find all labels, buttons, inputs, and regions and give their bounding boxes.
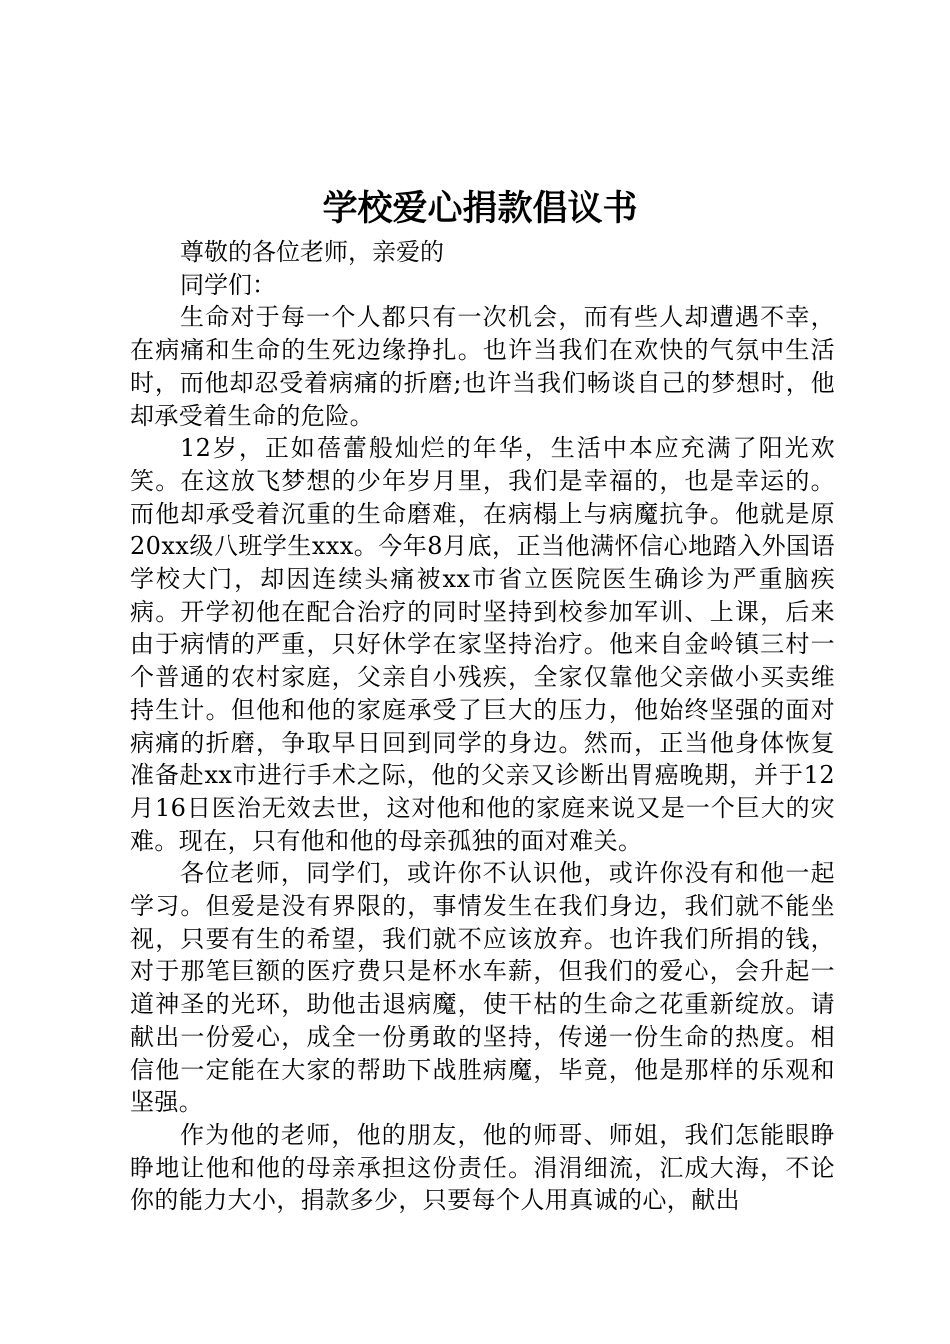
paragraph-1: 生命对于每一个人都只有一次机会，而有些人却遭遇不幸，在病痛和生命的生死边缘挣扎。也许当我们在欢快的气氛中生活时，而他却忍受着病痛的折磨;也许当我们畅谈自己的梦想时，他却承受着生命的危险。 <box>130 303 835 430</box>
paragraph-2: 12岁，正如蓓蕾般灿烂的年华，生活中本应充满了阳光欢笑。在这放飞梦想的少年岁月里，我们是幸福的，也是幸运的。而他却承受着沉重的生命磨难，在病榻上与病魔抗争。他就是原20xx级八班学生xxx。今年8月底，正当他满怀信心地踏入外国语学校大门，却因连续头痛被xx市省立医院医生确诊为严重脑疾病。开学初他在配合治疗的同时坚持到校参加军训、上课，后来由于病情的严重，只好休学在家坚持治疗。他来自金岭镇三村一个普通的农村家庭，父亲自小残疾，全家仅靠他父亲做小买卖维持生计。但他和他的家庭承受了巨大的压力，他始终坚强的面对病痛的折磨，争取早日回到同学的身边。然而，正当他身体恢复准备赴xx市进行手术之际，他的父亲又诊断出胃癌晚期，并于12月16日医治无效去世，这对他和他的家庭来说又是一个巨大的灾难。现在，只有他和他的母亲孤独的面对难关。 <box>130 434 835 855</box>
document-body <box>130 236 835 1217</box>
salutation-line-2: 同学们： <box>180 270 276 299</box>
document-title: 学校爱心捐款倡议书 <box>322 188 638 229</box>
salutation-line-1: 尊敬的各位老师，亲爱的 <box>180 238 444 266</box>
paragraph-4: 作为他的老师，他的朋友，他的师哥、师姐，我们怎能眼睁睁地让他和他的母亲承担这份责任。涓涓细流，汇成大海，不论你的能力大小，捐款多少，只要每个人用真诚的心，献出 <box>130 1120 835 1215</box>
paragraph-3: 各位老师，同学们，或许你不认识他，或许你没有和他一起学习。但爱是没有界限的，事情发生在我们身边，我们就不能坐视，只要有生的希望，我们就不应该放弃。也许我们所捐的钱，对于那笔巨额的医疗费只是杯水车薪，但我们的爱心，会升起一道神圣的光环，助他击退病魔，使干枯的生命之花重新绽放。请献出一份爱心，成全一份勇敢的坚持，传递一份生命的热度。相信他一定能在大家的帮助下战胜病魔，毕竟，他是那样的乐观和坚强。 <box>130 859 835 1117</box>
